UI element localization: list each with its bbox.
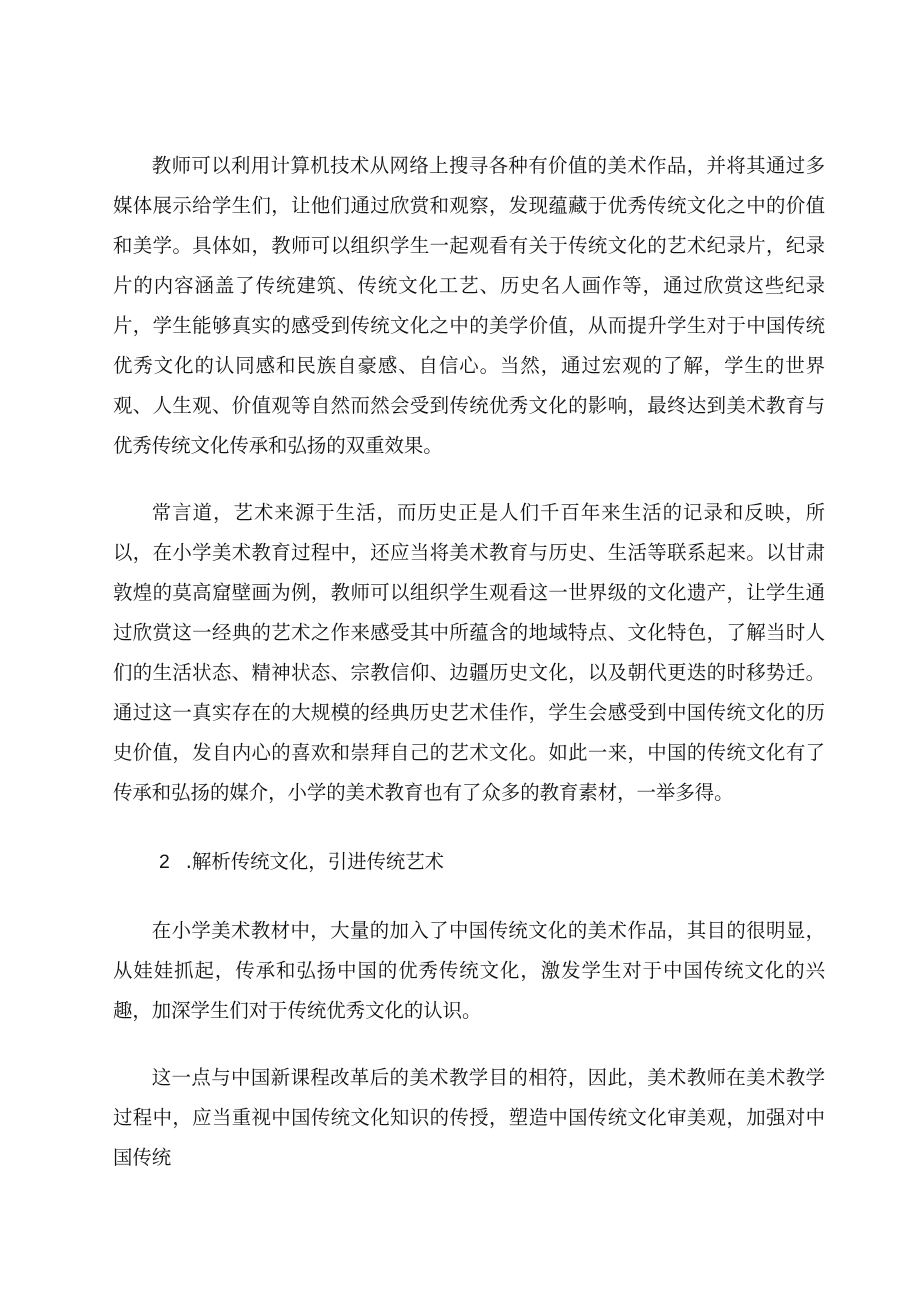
paragraph-history-and-life: 常言道，艺术来源于生活，而历史正是人们千百年来生活的记录和反映，所以，在小学美术教育过程中，还应当将美术教育与历史、生活等联系起来。以甘肃敦煌的莫高窟壁画为例，教师可以组织学生观看这一世界级的文化遗产，让学生通过欣赏这一经典的艺术之作来感受其中所蕴含的地域特点、文化特色，了解当时人们的生活状态、精神状态、宗教信仰、边疆历史文化，以及朝代更迭的时移势迁。通过这一真实存在的大规模的经典历史艺术佳作，学生会感受到中国传统文化的历史价值，发自内心的喜欢和崇拜自己的艺术文化。如此一来，中国的传统文化有了传承和弘扬的媒介，小学的美术教育也有了众多的教育素材，一举多得。 — [113, 501, 825, 804]
paragraph-curriculum-reform: 这一点与中国新课程改革后的美术教学目的相符，因此，美术教师在美术教学过程中，应当重视中国传统文化知识的传授，塑造中国传统文化审美观，加强对中国传统 — [113, 1066, 825, 1169]
document-body — [113, 146, 825, 1178]
section-heading — [113, 842, 825, 882]
paragraph-textbook-content: 在小学美术教材中，大量的加入了中国传统文化的美术作品，其目的很明显，从娃娃抓起，传承和弘扬中国的优秀传统文化，激发学生对于中国传统文化的兴趣，加深学生们对于传统优秀文化的认识。 — [113, 919, 825, 1022]
section-heading-text: .解析传统文化，引进传统艺术 — [185, 850, 445, 873]
section-heading-number: 2 — [159, 851, 170, 873]
paragraph-multimedia-appreciation: 教师可以利用计算机技术从网络上搜寻各种有价值的美术作品，并将其通过多媒体展示给学生们，让他们通过欣赏和观察，发现蕴藏于优秀传统文化之中的价值和美学。具体如，教师可以组织学生一起观看有关于传统文化的艺术纪录片，纪录片的内容涵盖了传统建筑、传统文化工艺、历史名人画作等，通过欣赏这些纪录片，学生能够真实的感受到传统文化之中的美学价值，从而提升学生对于中国传统优秀文化的认同感和民族自豪感、自信心。当然，通过宏观的了解，学生的世界观、人生观、价值观等自然而然会受到传统优秀文化的影响，最终达到美术教育与优秀传统文化传承和弘扬的双重效果。 — [113, 154, 825, 457]
